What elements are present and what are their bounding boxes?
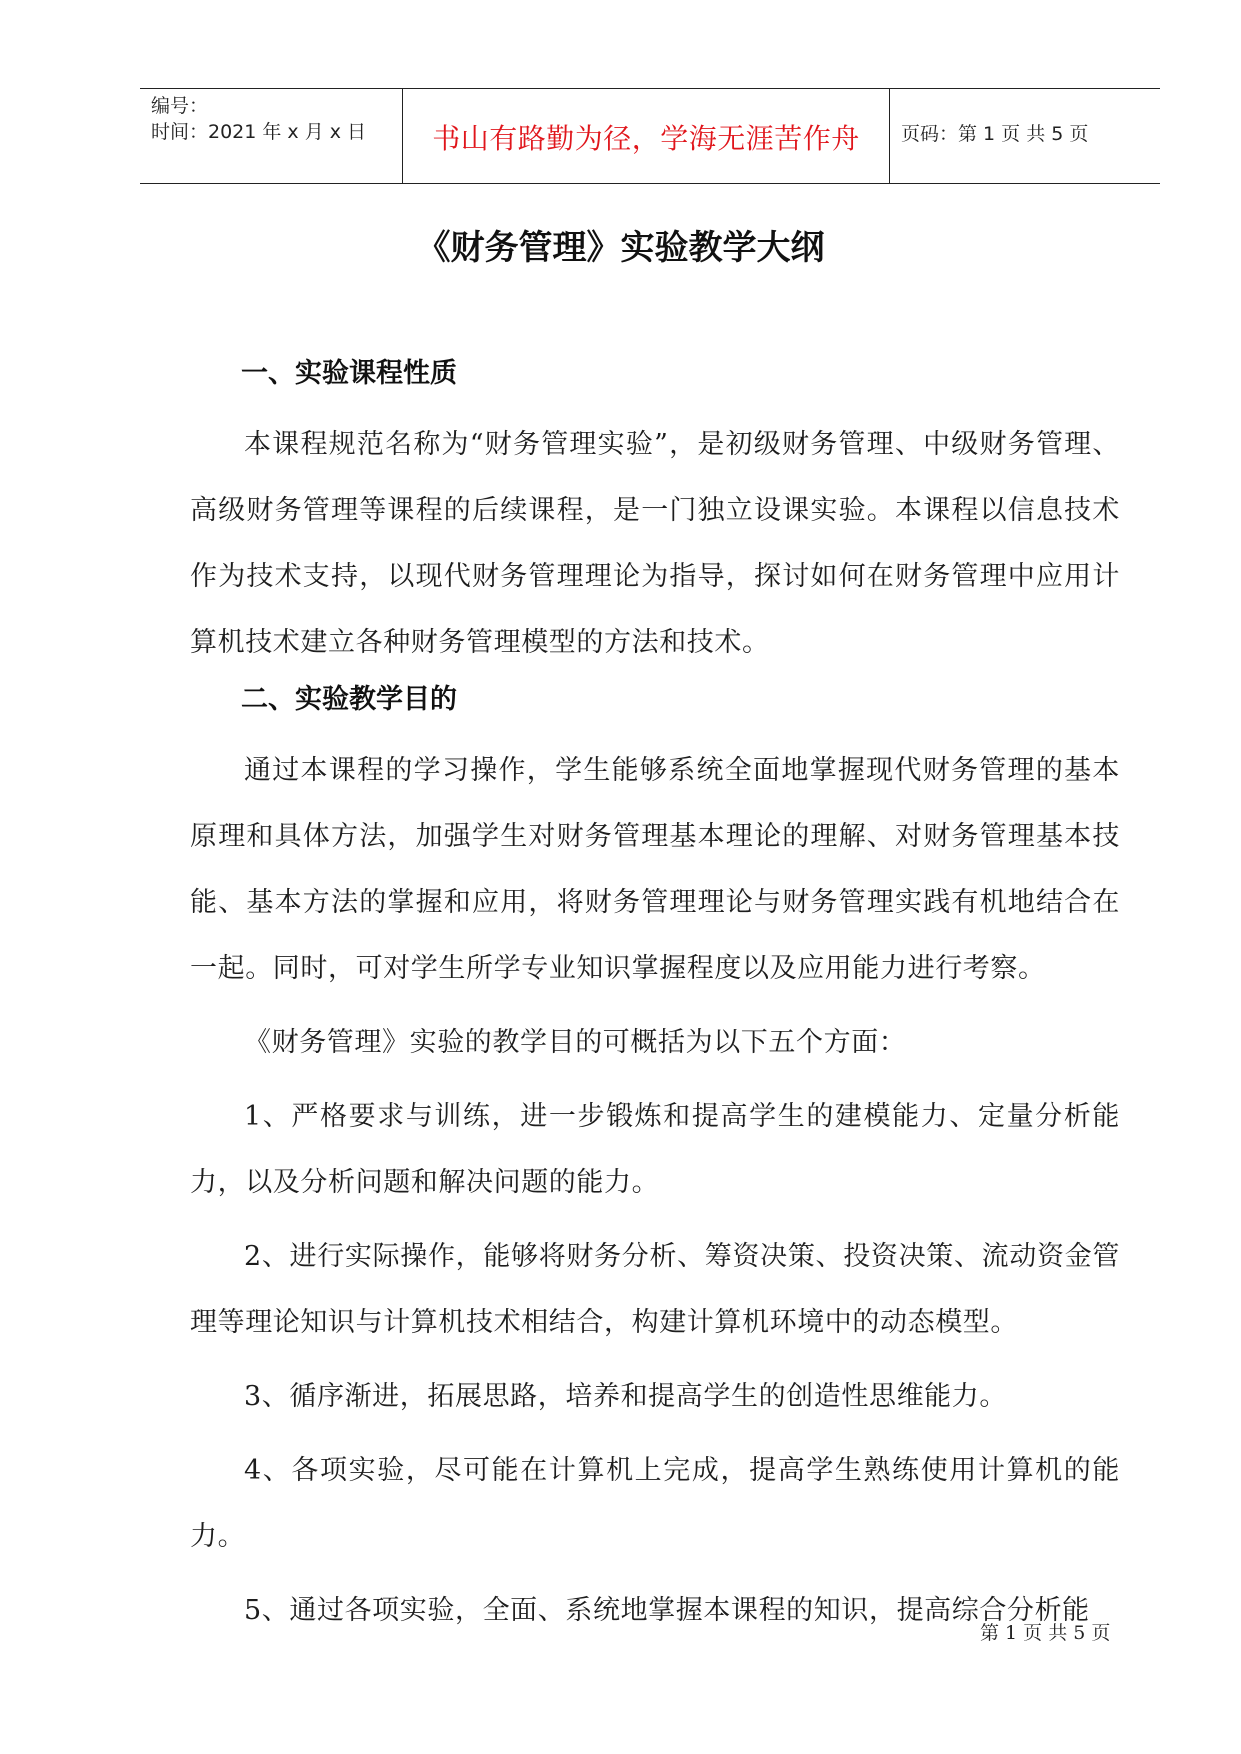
list-item-2: 2、进行实际操作，能够将财务分析、筹资决策、投资决策、流动资金管理等理论知识与计算机技术相结合，构建计算机环境中的动态模型。: [190, 1241, 1120, 1338]
section-heading-purpose: 二、实验教学目的: [241, 684, 457, 715]
document-title: 《财务管理》实验教学大纲: [416, 228, 825, 268]
time-label: 时间：2021 年 x 月 x 日: [151, 121, 367, 143]
list-item-5: 5、通过各项实验，全面、系统地掌握本课程的知识，提高综合分析能: [244, 1595, 1090, 1626]
section-heading-nature: 一、实验课程性质: [241, 358, 457, 389]
paragraph-purpose: 通过本课程的学习操作，学生能够系统全面地掌握现代财务管理的基本原理和具体方法，加强学生对财务管理基本理论的理解、对财务管理基本技能、基本方法的掌握和应用，将财务管理理论与财务管理实践有机地结合在一起。同时，可对学生所学专业知识掌握程度以及应用能力进行考察。: [190, 755, 1120, 984]
page-number-footer: 第 1 页 共 5 页: [980, 1622, 1111, 1644]
header-info-cell: [140, 89, 403, 183]
page-info: 页码：第 1 页 共 5 页: [901, 123, 1089, 145]
paragraph-purpose-summary: 《财务管理》实验的教学目的可概括为以下五个方面：: [244, 1027, 907, 1058]
motto-text: 书山有路勤为径，学海无涯苦作舟: [432, 122, 860, 155]
document-body: [190, 352, 1120, 1644]
header-page-cell: [890, 89, 1160, 183]
paragraph-nature: 本课程规范名称为“财务管理实验”，是初级财务管理、中级财务管理、高级财务管理等课程的后续课程，是一门独立设课实验。本课程以信息技术作为技术支持，以现代财务管理理论为指导，探讨如何在财务管理中应用计算机技术建立各种财务管理模型的方法和技术。: [190, 429, 1120, 658]
list-item-1: 1、严格要求与训练，进一步锻炼和提高学生的建模能力、定量分析能力，以及分析问题和解决问题的能力。: [190, 1101, 1120, 1198]
page-header: [140, 88, 1160, 184]
number-label: 编号：: [151, 95, 209, 117]
list-item-3: 3、循序渐进，拓展思路，培养和提高学生的创造性思维能力。: [244, 1381, 1007, 1412]
header-motto-cell: [403, 89, 890, 183]
list-item-4: 4、各项实验，尽可能在计算机上完成，提高学生熟练使用计算机的能力。: [190, 1455, 1120, 1552]
